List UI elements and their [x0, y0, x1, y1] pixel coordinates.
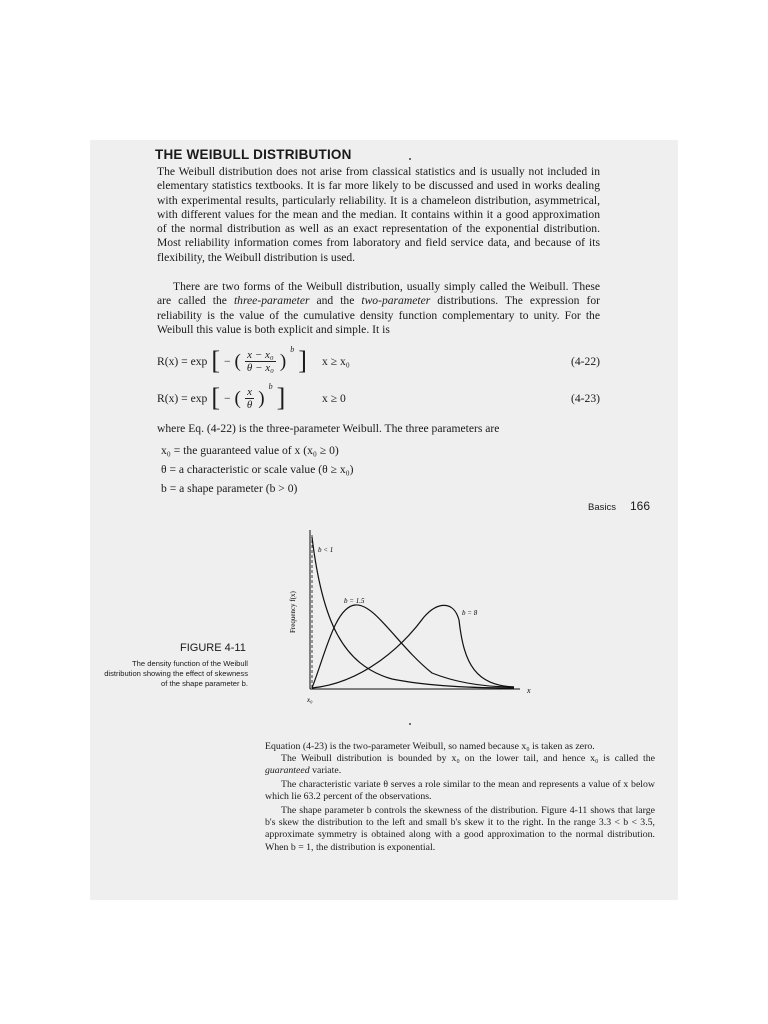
lower-text-characteristic: The characteristic variate θ serves a role similar to the mean and represents a value of x below which lie 63.2 percent of the observations.: [265, 779, 655, 803]
figure-caption: The density function of the Weibull distribution showing the effect of skewness of the shape parameter b.: [104, 659, 248, 689]
equation-4-22: R(x) = exp [ − ( $\frac{\text{x − x₀}}{\text{θ − x₀}}$ ) b ] x ≥ x₀ (4-22): [157, 341, 600, 381]
equation-lhs: R(x) = exp: [157, 354, 208, 368]
paragraph-forms-text-c: distributions. The expression for reliability is the value of the cumulative density function complementary to unity. For the Weibull this value is both explicit and simple. It is: [157, 294, 600, 336]
x-tick-label-x0: x₀: [307, 696, 313, 704]
section-title: THE WEIBULL DISTRIBUTION: [155, 147, 352, 162]
fraction-denominator: θ: [246, 398, 253, 411]
lower-text-bounded: [265, 753, 655, 777]
paragraph-parameters-intro: where Eq. (4-22) is the three-parameter Weibull. The three parameters are: [157, 422, 500, 435]
scan-speck: [409, 723, 411, 725]
equation-condition: x ≥ x₀: [322, 354, 350, 368]
equation-number: (4-22): [571, 354, 600, 368]
lower-text-guaranteed-em: guaranteed: [265, 765, 310, 777]
x-axis-label: x: [527, 686, 531, 695]
paragraph-forms-text-a: There are two forms of the Weibull distribution, usually simply called the Weibull. These are called the: [157, 280, 600, 308]
parameter-list: [161, 441, 354, 498]
paragraph-forms-em-two: two-parameter: [361, 294, 431, 308]
equation-number: (4-23): [571, 391, 600, 405]
lower-text-bounded-b: variate.: [309, 765, 342, 777]
parameter-theta: θ = a characteristic or scale value (θ ≥ x₀): [161, 463, 354, 476]
equation-4-23: R(x) = exp [ − ( $\frac{x}{\theta}$ ) b ] x ≥ 0 (4-23): [157, 378, 600, 418]
paragraph-forms-text-b: and the: [309, 294, 362, 308]
fraction-denominator: θ − x₀: [246, 361, 274, 374]
label-b-1-5: b = 1.5: [344, 597, 365, 605]
parameter-b: b = a shape parameter (b > 0): [161, 482, 298, 495]
equation-lhs: R(x) = exp: [157, 391, 208, 405]
equation-condition: x ≥ 0: [322, 391, 346, 405]
curve-b-8: [312, 605, 514, 688]
lower-text-shape: The shape parameter b controls the skewness of the distribution. Figure 4-11 shows that large b's skew the distribution to the left and small b's skew it to the right. In the range 3.3 < b < 3.5, approximate symmetry is obtained along with a good approximation to the normal distribution. When b = 1, the distribution is exponential.: [265, 805, 655, 853]
fraction-numerator: x − x₀: [247, 348, 274, 361]
equation-fraction: [245, 386, 254, 411]
page-number: 166: [630, 499, 651, 513]
scan-speck: [409, 158, 411, 160]
parameter-x0: x₀ = the guaranteed value of x (x₀ ≥ 0): [161, 444, 339, 457]
figure-label: FIGURE 4-11: [180, 642, 246, 654]
paragraph-forms: [157, 280, 600, 337]
running-footer-section: Basics: [588, 502, 616, 513]
curve-b-1-5: [312, 605, 514, 688]
paragraph-forms-em-three: three-parameter: [233, 294, 310, 308]
label-b-less-than-1: b < 1: [318, 546, 334, 554]
weibull-density-chart: [262, 525, 542, 710]
label-b-8: b = 8: [462, 609, 478, 617]
equation-exponent: b: [290, 345, 295, 354]
paragraph-intro: The Weibull distribution does not arise from classical statistics and is usually not included in elementary statistics textbooks. It is far more likely to be discussed and used in works dealing with experimental results, particularly reliability. It is a chameleon distribution, asymmetrical, with different values for the mean and the median. It contains within it a good approximation of the normal distribution as well as an exact representation of the exponential distribution. Most reliability information comes from laboratory and field service data, and because of its flexibility, the Weibull distribution is used.: [157, 165, 600, 264]
lower-text-bounded-a: The Weibull distribution is bounded by x₀ on the lower tail, and hence x₀ is called the: [281, 753, 655, 764]
lower-text-line-1: Equation (4-23) is the two-parameter Weibull, so named because x₀ is taken as zero.: [265, 741, 595, 752]
equation-exponent: b: [268, 382, 273, 391]
fraction-numerator: x: [247, 385, 253, 398]
y-axis-label: Frequency f(x): [289, 591, 297, 633]
equation-fraction: [245, 349, 276, 374]
